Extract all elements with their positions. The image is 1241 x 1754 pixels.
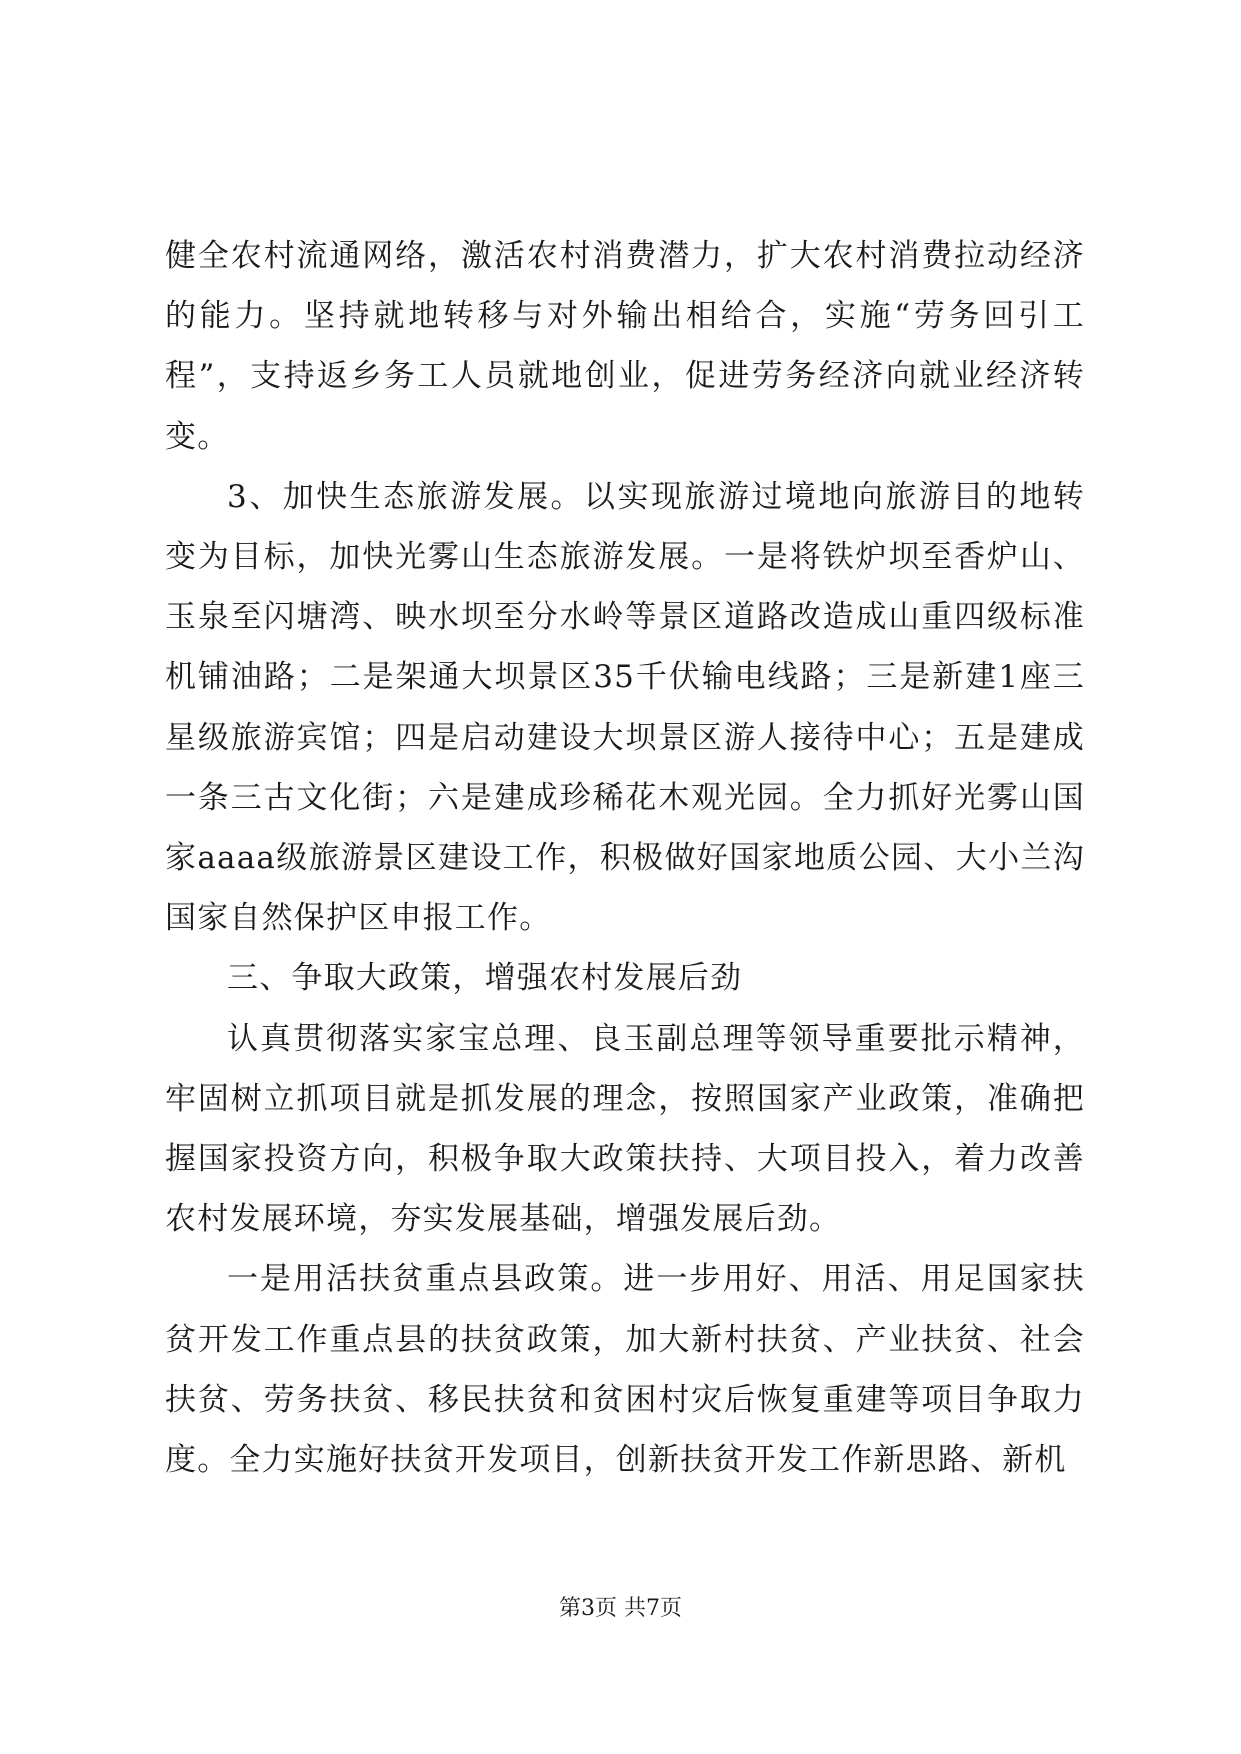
paragraph-eco-tourism: 3、加快生态旅游发展。以实现旅游过境地向旅游目的地转变为目标，加快光雾山生态旅游发展。一是将铁炉坝至香炉山、玉泉至闪塘湾、映水坝至分水岭等景区道路改造成山重四级标准机铺油路；二是架通大坝景区35千伏输电线路；三是新建1座三星级旅游宾馆；四是启动建设大坝景区游人接待中心；五是建成一条三古文化街；六是建成珍稀花木观光园。全力抓好光雾山国家aaaa级旅游景区建设工作，积极做好国家地质公园、大小兰沟国家自然保护区申报工作。 [165,478,1085,937]
page-footer [0,1594,1241,1624]
paragraph-poverty-county-policy: 一是用活扶贫重点县政策。进一步用好、用活、用足国家扶贫开发工作重点县的扶贫政策，加大新村扶贫、产业扶贫、社会扶贫、劳务扶贫、移民扶贫和贫困村灾后恢复重建等项目争取力度。全力实施好扶贫开发项目，创新扶贫开发工作新思路、新机 [165,1261,1085,1479]
paragraph-rural-circulation: 健全农村流通网络，激活农村消费潜力，扩大农村消费拉动经济的能力。坚持就地转移与对外输出相给合，实施“劳务回引工程”，支持返乡务工人员就地创业，促进劳务经济向就业经济转变。 [165,238,1085,455]
section-heading-policy: 三、争取大政策，增强农村发展后劲 [227,960,743,997]
document-body [165,226,1085,1490]
page-number: 第3页 共7页 [559,1596,682,1621]
paragraph-implement-instructions: 认真贯彻落实家宝总理、良玉副总理等领导重要批示精神，牢固树立抓项目就是抓发展的理念，按照国家产业政策，准确把握国家投资方向，积极争取大政策扶持、大项目投入，着力改善农村发展环境，夯实发展基础，增强发展后劲。 [165,1020,1085,1238]
